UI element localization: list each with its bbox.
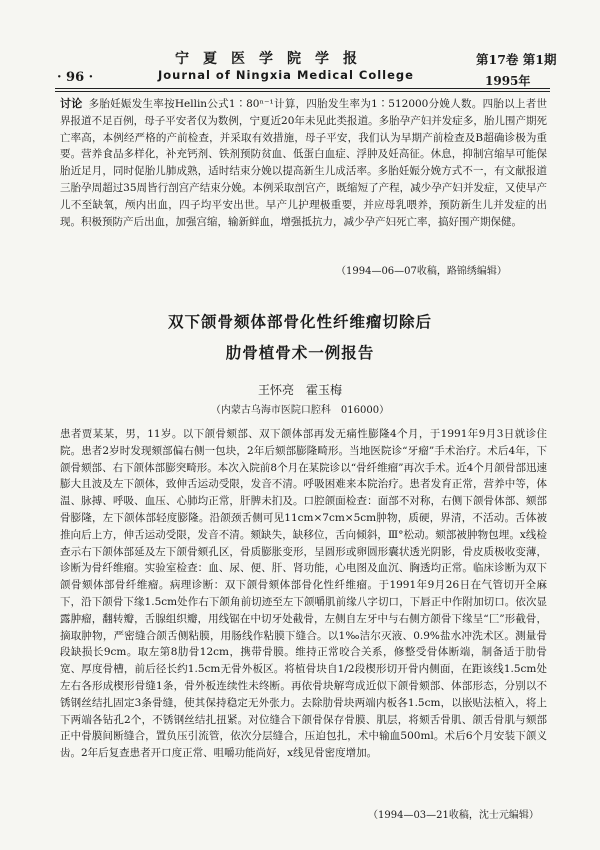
discussion-body: 多胎妊娠发生率按Hellin公式1∶80ⁿ⁻¹计算，四胎发生率为1∶512000分娩人数。四胎以上者世界报道不足百例，母子平安者仅为数例，宁夏近20年未见此类报道。多胎孕产妇并发症多，胎儿围产期死亡率高，本例经严格的产前检查，并采取有效措施，母子平安，我们认为早期产前检查及B超确诊极为重要。营养食品多样化，补充钙剂、铁剂预防贫血、低蛋白血症、浮肿及妊高征。休息，抑制宫缩早可能保胎近足月，同时促胎儿肺成熟，适时结束分娩以提高新生儿成活率。多胎妊娠分娩方式不一，有文献报道三胎孕周超过35周皆行剖宫产结束分娩。本例采取剖宫产，既缩短了产程，减少孕产妇并发症，又使早产儿不至缺氧，颅内出血，四子均平安出世。早产儿护理极重要，并应母乳喂养，预防新生儿并发症的出现。积极预防产后出血，加强宫缩，输新鲜血，增强抵抗力，减少孕产妇死亡率，搞好围产期保健。	[60, 98, 547, 228]
previous-article-discussion	[60, 96, 547, 230]
discussion-heading: 讨论	[60, 97, 83, 110]
article-title-line-1: 双下颌骨颏体部骨化性纤维瘤切除后	[167, 312, 432, 331]
page-number: · 96 ·	[57, 70, 94, 85]
article-body: 患者贾某某，男，11岁。以下颌骨颏部、双下颌体部再发无痛性膨隆4个月，于1991年9月3日就诊住院。患者2岁时发现颏部偏右侧一包块，2年后颏部膨隆畸形。当地医院诊“牙瘤”手术治疗。术后4年，下颌骨颏部、右下颌体部膨突畸形。本次入院前8个月在某院诊以“骨纤维瘤”再次手术。近4个月颌骨部迅速膨大且波及左下颌体，致伸舌运动受限，发音不清。呼吸困难来本院治疗。患者发育正常，营养中等，体温、脉搏、呼吸、血压、心肺均正常，肝脾未扪及。口腔颌面检查：面部不对称，右侧下颌骨体部、颏部骨膨隆，左下颌体部轻度膨隆。沿颌颈舌侧可见11cm×7cm×5cm肿物，质硬，界清，不活动。舌体被推向后上方，伸舌运动受限，发音不清。颏缺失，缺移位，舌向倾斜，Ⅲ°松动。颏部被肿物包埋。x线检查示右下颌体部延及左下颌骨颏孔区，骨质膨胀变形，呈圆形或卵圆形囊状透光阴影，骨皮质极收变薄，诊断为骨纤维瘤。实验室检查：血、尿、便、肝、肾功能，心电图及血沉、胸透均正常。临床诊断为双下颌骨颏体部骨纤维瘤。病理诊断：双下颌骨颏体部骨化性纤维瘤。于1991年9月26日在气管切开全麻下，沿下颌骨下缘1.5cm处作右下颌角前切迹至左下颌嚼肌前缘八字切口，下唇正中作附加切口。依次显露肿瘤，翻转瓣，舌腺组织瓣，用线锯在中切牙处截骨，左侧自左牙中与右侧方颌骨下缘呈“匚”形截骨，摘取肿物，严密缝合颌舌侧粘膜，用肠线作粘膜下缝合。以1‰洁尔灭液、0.9%盐水冲洗术区。测量骨段缺损长9cm。取左第8肋骨12cm，携带骨膜。维持正常咬合关系，修整受骨体断端，制备适于肋骨宽、厚度骨槽，前后径长约1.5cm无骨外板区。将植骨块自1/2段楔形切开骨内侧面，在距该线1.5cm处左右各形成楔形骨缝1条，骨外板连续性未终断。再依骨块解弯成近似下颌骨颏部、体部形态，分别以不锈钢丝结扎固定3条骨缝，使其保持稳定无外张力。去除肋骨块两端内板各1.5cm，以嵌贴法植入，将上下两端各钻孔2个，不锈钢丝结扎扭紧。对位缝合下颌骨保存骨膜、肌层，将颏舌骨肌、颌舌骨肌与颏部正中骨膜间断缝合，置负压引流管，依次分层缝合，压迫包扎，术中输血500ml。术后6个月安装下颌义齿。2年后复查患者开口度正常、咀嚼功能尚好，x线见骨密度增加。	[60, 428, 547, 760]
header-rule-bottom	[55, 91, 550, 92]
article-affiliation: （内蒙古乌海市医院口腔科 016000）	[210, 405, 390, 416]
article-title-line-2: 肋骨植骨术一例报告	[225, 343, 375, 362]
journal-title-chinese: 宁夏医学院学报	[175, 51, 371, 67]
previous-article-received-note: （1994—06—07收稿，路锦绣编辑）	[336, 266, 507, 277]
header-rule-top	[55, 88, 550, 89]
journal-title-english: Journal of Ningxia Medical College	[158, 68, 414, 82]
article-authors: 王怀亮 霍玉梅	[257, 383, 342, 397]
publication-year: 1995年	[485, 74, 531, 88]
article-received-note: （1994—03—21收稿，沈士元编辑）	[368, 810, 539, 821]
volume-issue: 第17卷 第1期	[476, 52, 557, 67]
